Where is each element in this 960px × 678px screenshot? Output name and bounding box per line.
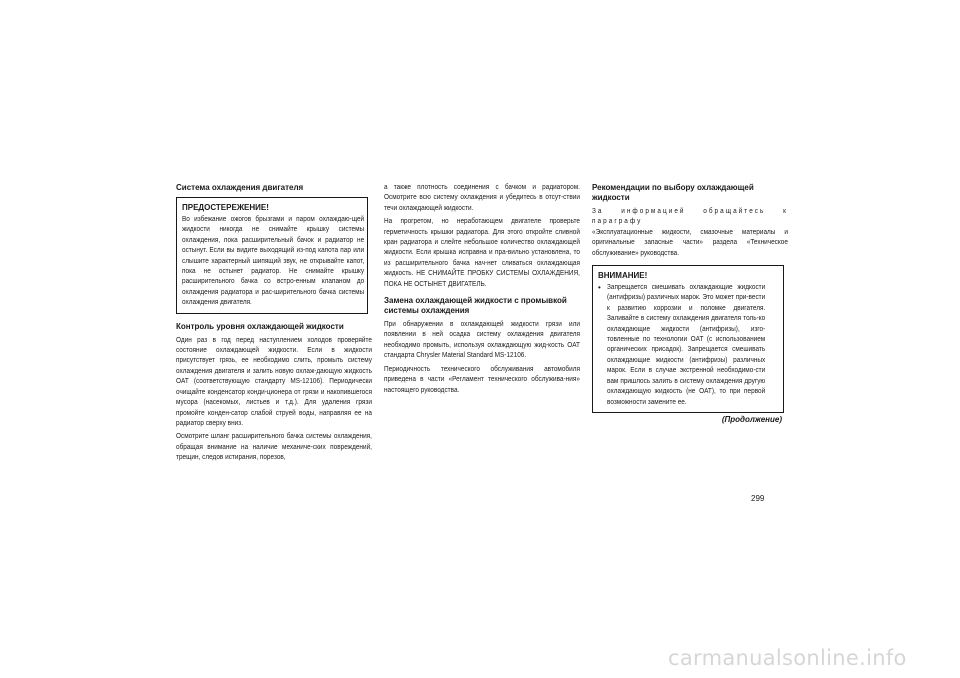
warning-text: Во избежание ожогов брызгами и паром охлаждаю-щей жидкости никогда не снимайте крышку системы охлаждения, пока расширительный бачок и радиатор не остынут. Если вы видите выходящий из-под капота пар или слышите характерный шипящий звук, не открывайте капот, пока не остынет радиатор. Не снимайте крышку расширительного бачка со встро-енным клапаном до охлаждения радиатора и рас-ширительного бачка системы охлаждения двигателя. <box>182 216 365 307</box>
attention-bullet-item <box>598 283 779 408</box>
page-number: 299 <box>751 494 765 503</box>
section-title: Система охлаждения двигателя <box>176 183 304 192</box>
inspection-paragraph-2: На прогретом, но неработающем двигателе проверьте герметичность крышки радиатора. Для этого откройте сливной кран радиатора и слейте небольшое количество охлаждающей жидкости. Если крышка исправна и пра-вильно установлена, то из расширительного бачка нач-нет сливаться охлаждающая жидкость. НЕ СНИМАЙТЕ ПРОБКУ СИСТЕМЫ ОХЛАЖДЕНИЯ, ПОКА НЕ ОСТЫНЕТ ДВИГАТЕЛЬ. <box>384 218 580 288</box>
warning-title: ПРЕДОСТЕРЕЖЕНИЕ! <box>182 203 269 212</box>
column-left <box>176 183 372 467</box>
column-right <box>592 183 788 424</box>
coolant-level-paragraph-2: Осмотрите шланг расширительного бачка системы охлаждения, обращая внимание на наличие механиче-ских повреждений, трещин, следов истирания, порезов, <box>176 433 372 462</box>
maintenance-schedule-paragraph: Периодичность технического обслуживания автомобиля приведена в части «Регламент технического обслужива-ния» настоящего руководства. <box>384 365 580 394</box>
warning-box <box>176 197 368 314</box>
coolant-level-paragraph-1: Один раз в год перед наступлением холодов проверяйте состояние охлаждающей жидкости. Если в жидкости присутствует грязь, ее необходимо слить, промыть систему охлаждения двигателя и залить новую охлаж-дающую жидкость OAT (соответствующую стандарту MS-12106). Периодически очищайте конденсатор конди-ционера от грязи и накопившегося мусора (насекомых, листьев и т.д.). Для удаления грязи промойте конден-сатор слабой струей воды, направляя ее на радиатор сверху вниз. <box>176 336 372 427</box>
continued-label: (Продолжение) <box>721 414 782 424</box>
recommendation-paragraph: «Эксплуатационные жидкости, смазочные материалы и оригинальные запасные части» раздела «Техническое обслуживание» руководства. <box>592 228 788 257</box>
attention-box <box>592 265 784 413</box>
watermark-logo: carmanualsonline.info <box>668 646 907 670</box>
attention-text: Запрещается смешивать охлаждающие жидкости (антифризы) различных марок. Это может при-вести к развитию коррозии и поломке двигателя. Заливайте в систему охлаждения двигателя толь-ко охлаждающие жидкости (антифризы), изго-товленные по технологии OAT (с использованием органических присадок). Запрещается смешивать охлаждающие жидкости (антифризы) различных марок. Если в случае экстренной необходимо-сти вам пришлось залить в систему охлаждения другую охлаждающую жидкость (не OAT), то при первой возможности замените ее. <box>607 284 766 406</box>
column-middle <box>384 183 580 399</box>
inspection-paragraph-1: а также плотность соединения с бачком и радиатором. Осмотрите всю систему охлаждения и убедитесь в отсут-ствии течи охлаждающей жидкости. <box>384 184 580 212</box>
coolant-replacement-paragraph: При обнаружении в охлаждающей жидкости грязи или появлении в ней осадка систему охлаждения двигателя необходимо промыть, используя охлаждающую жид-кость OAT стандарта Chrysler Material Standard MS-12106. <box>384 321 580 360</box>
coolant-recommendation-title: Рекомендации по выбору охлаждающей жидкости <box>592 183 754 202</box>
bullet-icon: • <box>598 283 601 293</box>
attention-title: ВНИМАНИЕ! <box>598 271 648 281</box>
recommendation-spaced-line: За информацией обращайтесь к параграфу <box>592 208 788 226</box>
coolant-replacement-title: Замена охлаждающей жидкости с промывкой системы охлаждения <box>384 296 567 316</box>
coolant-level-title: Контроль уровня охлаждающей жидкости <box>176 321 344 331</box>
